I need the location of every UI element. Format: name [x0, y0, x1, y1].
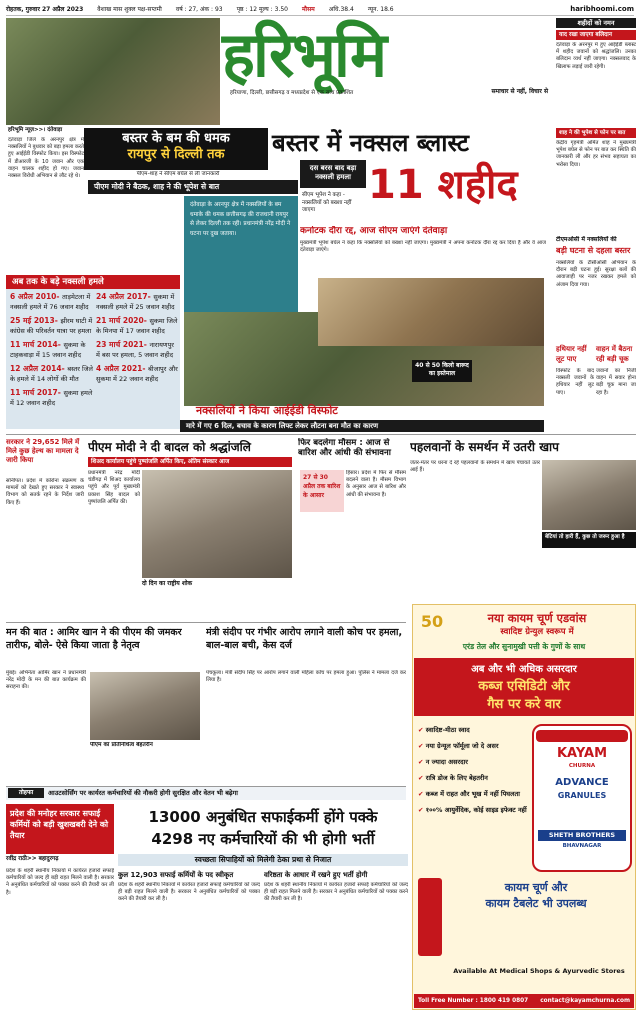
- ad-strip: एरंड तेल और सुनामुखी पत्ती के गुणों के साथ: [462, 642, 586, 651]
- ad-available: Available At Medical Shops & Ayurvedic Stores: [453, 967, 625, 975]
- modi-text: प्रधानमंत्री नरेंद्र मोदी चंडीगढ़ में शिअद कार्यालय पहुंचे और पूर्व मुख्यमंत्री प्रकाश सिंह बादल को पुष्पांजलि अर्पित की।: [88, 470, 140, 505]
- bottom-tag: तोहफा: [8, 788, 44, 798]
- ad-contact-bar: [414, 994, 634, 1008]
- attack-date: 12 अप्रैल 2014-: [10, 364, 65, 373]
- bottom-col2-title: वरिष्ठता के आधार में रखने हुए भर्ती होगी: [264, 871, 368, 879]
- logo: हरिभूमि: [222, 18, 386, 91]
- lead-side-note: सीएम भूपेश ने कहा - नक्सलियों को बख्शा नहीं जाएगा: [302, 192, 352, 213]
- modi-title: पीएम मोदी ने दी बादल को श्रद्धांजलि: [88, 440, 251, 454]
- rail-s3-title: बड़ी घटना से दहला बस्तर: [556, 246, 631, 255]
- mann-title: मन की बात : आमिर खान ने की पीएम की जमकर तारीफ, बोले- ऐसे किया जाता है नेतृत्व: [6, 627, 182, 651]
- ad-bullet-text: न ज्यादा असरदार: [425, 758, 468, 766]
- attack-item: [10, 388, 94, 408]
- lead-kicker-line2: रायपुर से दिल्ली तक: [127, 147, 225, 162]
- website[interactable]: haribhoomi.com: [570, 5, 634, 14]
- sidebar-text: सोनीपत। प्रदेश में कोरोना संक्रमण के मामलों को देखते हुए सरकार ने स्वास्थ्य विभाग को सतर्क रहने के निर्देश जारी किए हैं।: [6, 478, 84, 506]
- ad-title: नया कायम चूर्ण एडवांस: [487, 611, 587, 625]
- ad-jar-lid: [536, 730, 628, 742]
- attack-item: [96, 340, 178, 360]
- lead-number: 11 शहीद: [368, 162, 518, 208]
- rail-s4a-title: हथियार नहीं लूट पाए: [556, 345, 587, 363]
- bottom-body: प्रदेश के शहरी स्थानीय निकायों में कार्यरत हजारों सफाई कर्मचारियों को जल्द ही बड़ी राहत मिलने वाली है। सरकार ने अनुबंधित कर्मचारियों को पक्का करने की तैयारी कर ली है।: [6, 868, 114, 896]
- check-icon: ✔: [418, 806, 426, 814]
- lead-kicker-box: [84, 128, 268, 170]
- attack-date: 11 मार्च 2014-: [10, 340, 61, 349]
- mann-caption: पीएम का प्रतिनिधित्व बेहतरीन: [90, 742, 153, 748]
- attack-date: 21 मार्च 2020-: [96, 316, 147, 325]
- modi-banner: शिअद कार्यालय पहुंचे पुष्पांजलि अर्पित किए, अंतिम संस्कार आज: [88, 457, 292, 467]
- ad-bullet-text: नया ग्रेन्यूल फॉर्मूला जो दे असर: [425, 742, 499, 750]
- attack-item: [10, 316, 94, 336]
- attack-date: 6 अप्रैल 2010-: [10, 292, 60, 301]
- ad-bullet: [418, 754, 530, 770]
- bottom-strap: आउटसोर्सिंग पर कार्यरत कर्मचारियों की नौकरी होगी सुरक्षित और वेतन भी बढ़ेगा: [48, 789, 238, 797]
- rail-s4b-text: जवानों का निजी वाहन में सवार होना बड़ी चूक माना जा रहा है।: [596, 368, 636, 396]
- ad-maker-city: BHAVNAGAR: [562, 843, 602, 849]
- attack-text: सुकमा जिले के मिनपा में 17 जवान शहीद: [96, 317, 178, 335]
- rail-header: शहीदों को नमन: [556, 18, 636, 28]
- check-icon: ✔: [418, 742, 426, 750]
- ad-bullet: [418, 770, 530, 786]
- slogan: समाचार से नहीं, विचार से: [491, 88, 548, 95]
- divider: [6, 434, 636, 435]
- pages-price: पृष्ठ : 12 मूल्य : 3.50: [236, 5, 288, 13]
- lead-title: बस्तर में नक्सल ब्लास्ट: [272, 129, 469, 157]
- attacks-title: अब तक के बड़े नक्सली हमले: [6, 275, 180, 289]
- masthead-topline: [6, 4, 634, 16]
- bottom-credit: रवींद्र राठी>> बहादुरगढ़: [6, 856, 59, 862]
- ad-bullet-text: स्वादिष्ट-मीठा स्वाद: [425, 726, 470, 734]
- ad-promise-line1: अब और भी अधिक असरदार: [471, 664, 577, 675]
- attack-text: सुकमा के टाहकवाड़ा में 15 जवान शहीद: [10, 341, 86, 359]
- ad-bullet: [418, 802, 530, 818]
- rail-s4a-text: विस्फोट के बाद नक्सली जवानों के हथियार नहीं लूट पाए।: [556, 368, 594, 396]
- lead-credit: हरिभूमि न्यूज़>>। दंतेवाड़ा: [8, 127, 63, 133]
- wrestler-quote: बेटियां तो हारी हैं, कुछ तो जरूर हुआ है: [542, 532, 636, 548]
- divider: [6, 622, 406, 623]
- ad-promise-line2: कब्ज एसिडिटी और: [478, 679, 570, 694]
- rail-s2-title: शाह ने की भूपेश से फोन पर बात: [556, 128, 636, 138]
- ad-badge: 50: [420, 612, 444, 631]
- attack-date: 23 मार्च 2021-: [96, 340, 147, 349]
- attack-text: सुकमा में नक्सली हमले में 25 जवान शहीद: [96, 293, 175, 311]
- check-icon: ✔: [418, 758, 426, 766]
- masthead-left-photo: [6, 18, 220, 125]
- dateline: रोहतक, गुरुवार 27 अप्रैल 2023: [6, 5, 84, 13]
- ad-bullet: [418, 786, 530, 802]
- sandeep-title: मंत्री संदीप पर गंभीर आरोप लगाने वाली कोच पर हमला, बाल-बाल बची, केस दर्ज: [206, 627, 403, 651]
- ad-product: ADVANCE: [555, 777, 609, 788]
- attack-date: 24 अप्रैल 2017-: [96, 292, 151, 301]
- attack-item: [10, 364, 94, 384]
- lead-strip: पीएम मोदी ने बैठक, शाह ने की भूपेश से बात: [88, 180, 298, 194]
- modi-photo: [142, 470, 292, 578]
- weather-text: हिसार। प्रदेश में फिर से मौसम बदलने वाला है। मौसम विभाग के अनुसार आज से बारिश और आंधी की संभावना है।: [346, 470, 406, 498]
- lead-photo-label: 40 से 50 किलो बारूद का इस्तेमाल: [412, 360, 472, 382]
- ad-brand-sub: CHURNA: [568, 763, 596, 769]
- rail-s3-kicker: टीएमओसी में नक्सलियों की: [556, 236, 617, 243]
- ad-bullet-text: रात्रि डोज के लिए बेहतरीन: [425, 774, 488, 782]
- wrestler-photo: [542, 460, 636, 530]
- weather-box: 27 से 30 अप्रैल तक बारिश के आसार: [300, 470, 344, 512]
- weather-title: फिर बदलेगा मौसम : आज से बारिश और आंधी की संभावना: [298, 438, 391, 458]
- check-icon: ✔: [418, 726, 426, 734]
- sidebar-title: सरकार ने 29,652 मिले में मिले कुछ हेल्थ का मामला दे जारी किया: [6, 438, 80, 464]
- attack-text: बीजापुर और सुकमा में 22 जवान शहीद: [96, 365, 178, 383]
- ad-bullet-text: कब्ज में राहत और भूख में नहीं पिघलता: [425, 790, 520, 798]
- check-icon: ✔: [418, 790, 426, 798]
- ad-tagline: स्वादिष्ट ग्रेन्युल स्वरूप में: [500, 627, 574, 637]
- attack-text: नारायणपुर में बस पर हमला, 5 जवान शहीद: [96, 341, 174, 359]
- rail-s1-title: याद रखा जाएगा बलिदान: [556, 30, 636, 40]
- attack-date: 4 अप्रैल 2021-: [96, 364, 146, 373]
- ad-bullet-text: १००% आयुर्वेदिक, कोई साइड इफेक्ट नहीं: [425, 806, 527, 814]
- rail-s4b-title: वाहन में बैठना रही बड़ी चूक: [596, 345, 633, 363]
- mann-photo: [90, 672, 200, 740]
- lead-kicker-sub: पीएम-शाह ने सीएम बघेल से ली जानकारी: [136, 171, 220, 177]
- attacks-list-right: [96, 292, 178, 428]
- ad-product-sub: GRANULES: [557, 791, 607, 800]
- check-icon: ✔: [418, 774, 426, 782]
- ad-bullet: [418, 722, 530, 738]
- weather-label: मौसम: [301, 5, 315, 13]
- bottom-col1-title: कुल 12,903 सफाई कर्मियों के पद स्वीकृत: [118, 871, 234, 879]
- ad-product-small: [418, 878, 442, 956]
- lead-para2: दंतेवाड़ा के अरनपुर क्षेत्र में नक्सलियों के बम धमाके की धमक छत्तीसगढ़ की राजधानी रायपुर से लेकर दिल्ली तक रही। प्रधानमंत्री नरेंद्र मोदी ने घटना पर दुख जताया।: [184, 196, 298, 312]
- lead-para3: मुख्यमंत्री भूपेश बघेल ने कहा कि नक्सलियों को बख्शा नहीं जाएगा। मुख्यमंत्री ने अपना कर्नाटक दौरा रद्द कर दिया है और वे आज दंतेवाड़ा जाएंगे।: [300, 240, 546, 254]
- ad-promise-box: [414, 658, 634, 716]
- lead-kicker-line1: बस्तर के बम की धमक: [122, 131, 230, 146]
- mann-text: मुंबई। अभिनेता आमिर खान ने प्रधानमंत्री नरेंद्र मोदी के मन की बात कार्यक्रम की सराहना की।: [6, 670, 86, 691]
- weather-max: अधि.38.4: [328, 5, 354, 13]
- attack-item: [96, 292, 178, 312]
- attack-date: 25 मई 2013-: [10, 316, 58, 325]
- bottom-headline-1: 13000 अनुबंधित सफाईकर्मी होंगे पक्के: [148, 808, 378, 826]
- ad-email[interactable]: contact@kayamchurna.com: [540, 998, 630, 1004]
- year-issue: वर्ष : 27, अंक : 93: [175, 5, 223, 13]
- lead-photo-caption: नक्सलियों ने किया आईईडी विस्फोट: [196, 404, 338, 417]
- modi-caption: दो दिन का राष्ट्रीय शोक: [142, 580, 193, 587]
- lead-photo-2: [318, 278, 544, 346]
- ad-bottom-line2: कायम टैबलेट भी उपलब्ध: [485, 897, 587, 910]
- weather-min: न्यून. 18.6: [367, 5, 394, 13]
- attack-text: झीरम घाटी में कांग्रेस की परिवर्तन यात्रा पर हमला: [10, 317, 93, 335]
- samvat: वैशाख मास शुक्ल पक्ष-सप्तमी: [97, 5, 162, 13]
- attacks-list-left: [10, 292, 94, 428]
- rail-s2-text: केंद्रीय गृहमंत्री अमित शाह ने मुख्यमंत्री भूपेश बघेल से फोन पर बात कर स्थिति की जानकारी ली और हर संभव सहायता का भरोसा दिया।: [556, 140, 636, 168]
- wrestler-text: जंतर-मंतर पर धरना दे रहे पहलवानों के समर्थन में खाप पंचायतें उतर आई हैं।: [410, 460, 540, 474]
- attack-date: 11 मार्च 2017-: [10, 388, 61, 397]
- ad-tollfree[interactable]: Toll Free Number : 1800 419 0807: [418, 998, 529, 1004]
- ad-bullets: [418, 722, 530, 832]
- attack-item: [96, 364, 178, 384]
- attack-item: [10, 340, 94, 360]
- lead-photo-strip: मारे में गए 6 दिल, बचाव के कारण लिफ्ट लेकर लौटना बना मौत का कारण: [180, 420, 544, 432]
- wrestler-title: पहलवानों के समर्थन में उतरी खाप: [410, 440, 559, 454]
- lead-side-kicker: दस बरस बाद बड़ा नक्सली हमला: [300, 160, 366, 188]
- rail-s3-text: नक्सलियों के टीसीओसी अभियान के दौरान बड़ी घटना हुई। सुरक्षा बलों की आवाजाही पर नजर रखकर हमले को अंजाम दिया गया।: [556, 260, 636, 288]
- ad-bullet: [418, 738, 530, 754]
- ad-brand: KAYAM: [556, 746, 608, 761]
- attack-text: सुकमा हमले में 12 जवान शहीद: [10, 389, 93, 407]
- sandeep-text: पंचकूला। मंत्री संदीप सिंह पर आरोप लगाने वाली महिला कोच पर हमला हुआ। पुलिस ने मामला दर्ज कर लिया है।: [206, 670, 406, 684]
- bottom-strip: स्वच्छता सिपाहियों को मिलेगी ठेका प्रथा से निजात: [118, 854, 408, 866]
- attack-item: [10, 292, 94, 312]
- bottom-headline-2: 4298 नए कर्मचारियों की भी होगी भर्ती: [151, 830, 375, 848]
- attack-item: [96, 316, 178, 336]
- lead-subhead: कर्नाटक दौरा रद्द, आज सीएम जाएंगे दंतेवाड़ा: [300, 226, 448, 236]
- rail-s1-text: दंतेवाड़ा के अरनपुर में हुए आईईडी ब्लास्ट में शहीद जवानों को श्रद्धांजलि। उनका बलिदान व्यर्थ नहीं जाएगा। नक्सलवाद के खिलाफ लड़ाई जारी रहेगी।: [556, 42, 636, 70]
- lead-para1: दंतेवाड़ा जिले के अरनपुर क्षेत्र में नक्सलियों ने बुधवार को बड़ा हमला करते हुए आईईडी विस्फोट किया। इस विस्फोट में डीआरजी के 10 जवान और एक वाहन चालक शहीद हो गए। जवान नक्सल विरोधी अभियान से लौट रहे थे।: [8, 137, 84, 180]
- attack-text: बस्तर जिले के हमले में 14 लोगों की मौत: [10, 365, 93, 383]
- tagline: हरियाणा, दिल्ली, छत्तीसगढ़ व मध्यप्रदेश से एक साथ प्रकाशित: [230, 90, 354, 96]
- bottom-col2-text: प्रदेश के शहरी स्थानीय निकायों में कार्यरत हजारों सफाई कर्मचारियों को जल्द ही बड़ी राहत मिलने वाली है। सरकार ने अनुबंधित कर्मचारियों को पक्का करने की तैयारी कर ली है।: [264, 882, 408, 903]
- ad-bottom-line1: कायम चूर्ण और: [504, 881, 568, 894]
- bottom-left-title: प्रदेश की मनोहर सरकार सफाई कर्मियों को बड़ी खुशखबरी देने को तैयार: [6, 804, 114, 854]
- bottom-col1-text: प्रदेश के शहरी स्थानीय निकायों में कार्यरत हजारों सफाई कर्मचारियों को जल्द ही बड़ी राहत मिलने वाली है। सरकार ने अनुबंधित कर्मचारियों को पक्का करने की तैयारी कर ली है।: [118, 882, 260, 903]
- ad-maker: SHETH BROTHERS: [538, 830, 626, 841]
- ad-promise-line3: गैस पर करे वार: [487, 697, 561, 712]
- attack-text: ताड़मेटला में नक्सली हमले में 76 जवान शहीद: [10, 293, 91, 311]
